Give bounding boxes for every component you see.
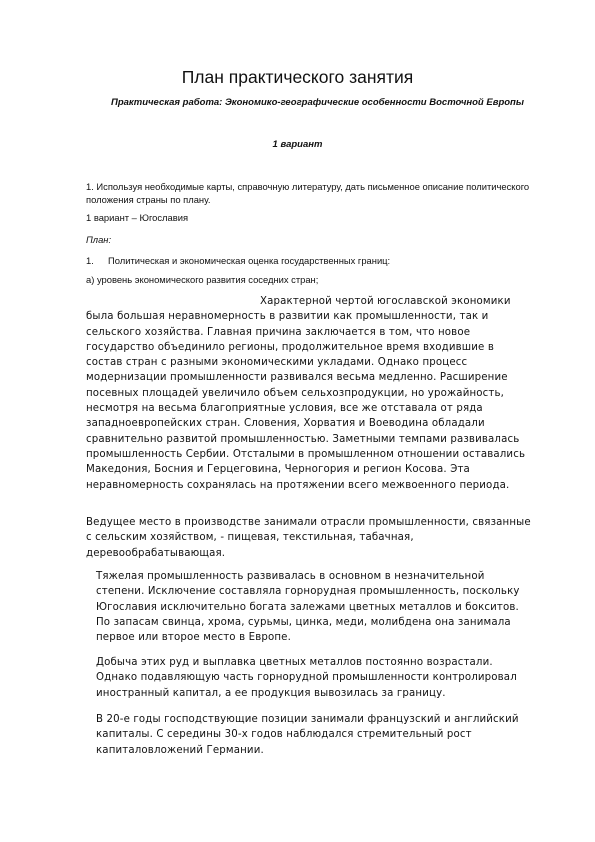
page-title: План практического занятия — [181, 67, 414, 87]
paragraph-leading-industries: Ведущее место в производстве занимали отрасли промышленности, связанные с сельским хозяйством, - пищевая, текстильная, табачная, деревообрабатывающая. — [86, 517, 531, 559]
paragraph-mining: Добыча этих руд и выплавка цветных металлов постоянно возрастали. Однако подавляющую часть горнорудной промышленности контролировал иностранный капитал, а ее продукция вывозилась за границу. — [96, 657, 517, 699]
paragraph-foreign-capital: В 20-е годы господствующие позиции занимали французский и английский капиталы. С середины 30-х годов наблюдался стремительный рост капиталовложений Германии. — [96, 714, 519, 756]
task-text: 1. Используя необходимые карты, справочную литературу, дать письменное описание политического положения страны по плану. — [86, 181, 530, 206]
page-subtitle: Практическая работа: Экономико-географические особенности Восточной Европы — [111, 97, 524, 108]
plan-item — [86, 255, 390, 266]
plan-subitem: а) уровень экономического развития соседних стран; — [86, 274, 319, 285]
paragraph-economy-overview: Характерной чертой югославской экономики была большая неравномерность в развитии как промышленности, так и сельского хозяйства. Главная причина заключается в том, что новое государство объединило регионы, продолжительное время входившие в состав стран с разными экономическими укладами. Однако процесс модернизации промышленности развивался весьма медленно. Расширение посевных площадей увеличило объем сельхозпродукции, но урожайность, несмотря на весьма благоприятные условия, все же отставала от ряда западноевропейских стран. Словения, Хорватия и Воеводина обладали сравнительно развитой промышленностью. Заметными темпами развивалась промышленность Сербии. Отсталыми в промышленном отношении оставались Македония, Босния и Герцеговина, Черногория и регион Косова. Эта неравномерность сохранялась на протяжении всего межвоенного периода. — [86, 296, 526, 491]
plan-label: План: — [86, 234, 112, 245]
variant-line: 1 вариант – Югославия — [86, 212, 189, 223]
plan-item-text: Политическая и экономическая оценка государственных границ: — [108, 255, 391, 266]
plan-item-number: 1. — [86, 255, 94, 266]
paragraph-heavy-industry: Тяжелая промышленность развивалась в основном в незначительной степени. Исключение составляла горнорудная промышленность, поскольку Югославия исключительно богата залежами цветных металлов и бокситов. По запасам свинца, хрома, сурьмы, цинка, меди, молибдена она занимала первое или второе место в Европе. — [96, 571, 520, 644]
variant-heading: 1 вариант — [272, 139, 323, 150]
